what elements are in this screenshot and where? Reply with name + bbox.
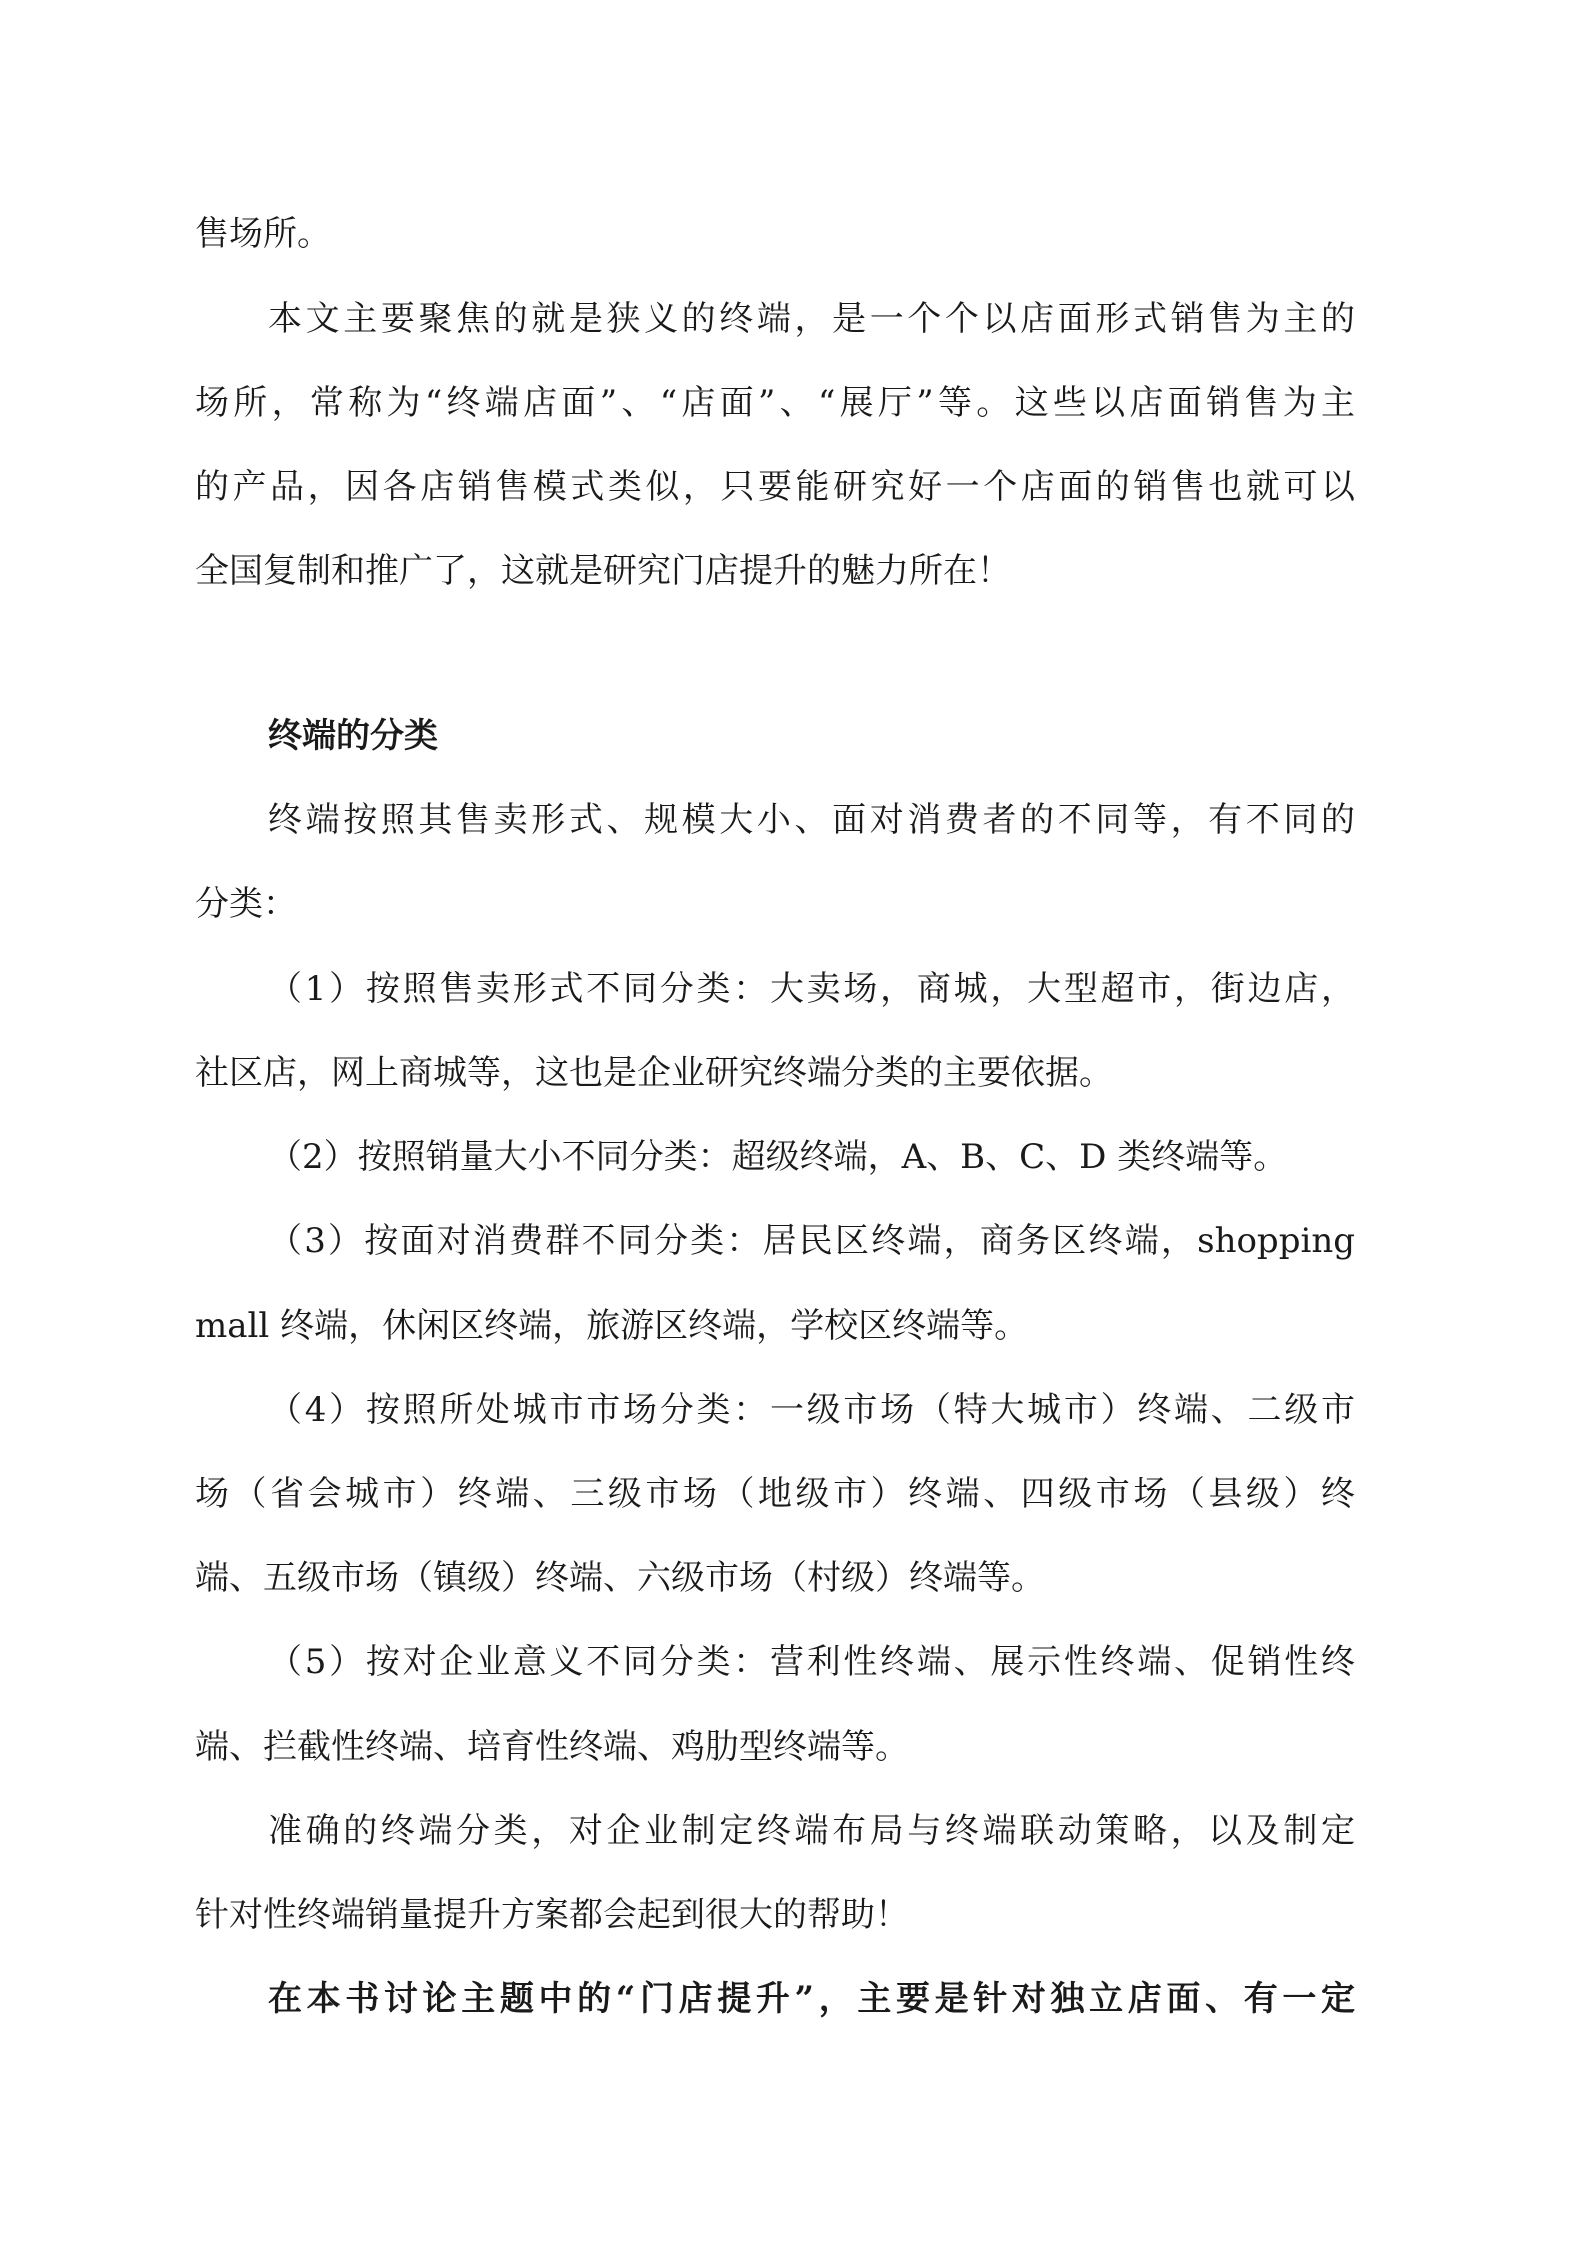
paragraph-line: 本文主要聚焦的就是狭义的终端，是一个个以店面形式销售为主的	[268, 299, 1355, 339]
list-item-line: （3）按面对消费群不同分类：居民区终端，商务区终端，shopping	[268, 1221, 1355, 1261]
section-heading: 终端的分类	[268, 716, 438, 756]
paragraph-line: 针对性终端销量提升方案都会起到很大的帮助！	[195, 1895, 909, 1935]
list-item-line: 端、五级市场（镇级）终端、六级市场（村级）终端等。	[195, 1558, 1045, 1598]
list-item-line: （2）按照销量大小不同分类：超级终端，A、B、C、D 类终端等。	[268, 1137, 1288, 1177]
paragraph-line: 场所，常称为“终端店面”、“店面”、“展厅”等。这些以店面销售为主	[195, 383, 1355, 423]
paragraph-line: 全国复制和推广了，这就是研究门店提升的魅力所在！	[195, 551, 1011, 591]
list-item-line: mall 终端，休闲区终端，旅游区终端，学校区终端等。	[195, 1306, 1029, 1346]
list-item-line: （1）按照售卖形式不同分类：大卖场，商城，大型超市，街边店，	[268, 969, 1355, 1009]
paragraph-line: 终端按照其售卖形式、规模大小、面对消费者的不同等，有不同的	[268, 800, 1355, 840]
list-item-line: 社区店，网上商城等，这也是企业研究终端分类的主要依据。	[195, 1053, 1113, 1093]
paragraph-line: 售场所。	[195, 214, 331, 254]
list-item-line: （4）按照所处城市市场分类：一级市场（特大城市）终端、二级市	[268, 1390, 1355, 1430]
paragraph-line: 在本书讨论主题中的“门店提升”，主要是针对独立店面、有一定	[268, 1979, 1355, 2019]
paragraph-line: 准确的终端分类，对企业制定终端布局与终端联动策略，以及制定	[268, 1811, 1355, 1851]
list-item-line: 场（省会城市）终端、三级市场（地级市）终端、四级市场（县级）终	[195, 1474, 1355, 1514]
list-item-line: 端、拦截性终端、培育性终端、鸡肋型终端等。	[195, 1727, 909, 1767]
paragraph-line: 分类：	[195, 884, 297, 924]
list-item-line: （5）按对企业意义不同分类：营利性终端、展示性终端、促销性终	[268, 1642, 1355, 1682]
paragraph-line: 的产品，因各店销售模式类似，只要能研究好一个店面的销售也就可以	[195, 467, 1355, 507]
